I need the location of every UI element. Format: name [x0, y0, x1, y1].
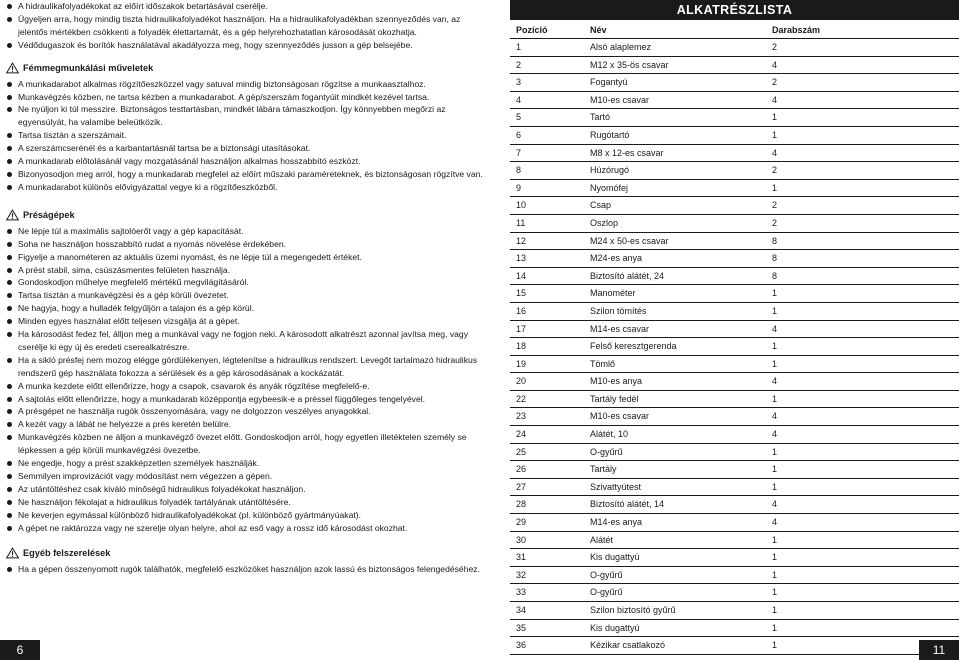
list-item: Tartsa tisztán a szerszámait. — [6, 129, 484, 142]
table-row — [510, 127, 959, 145]
list-item: Munkavégzés közben ne álljon a munkavégző övezet előtt. Gondoskodjon arról, hogy egyetlen illetéktelen személy se lépkessen a gép körüli munkavégzési övezetbe. — [6, 431, 484, 457]
row-quantity: 1 — [772, 552, 778, 563]
row-quantity: 1 — [772, 393, 778, 404]
table-row — [510, 321, 959, 339]
page-number-left: 6 — [0, 640, 40, 660]
row-position: 32 — [516, 569, 527, 580]
list-item: Védődugaszok és borítók használatával akadályozza meg, hogy szennyeződés jusson a gép belsejébe. — [6, 39, 484, 52]
row-quantity: 1 — [772, 569, 778, 580]
table-row — [510, 57, 959, 75]
row-name: Csap — [590, 200, 612, 211]
row-position: 35 — [516, 622, 527, 633]
row-name: M24-es anya — [590, 253, 643, 264]
table-row — [510, 145, 959, 163]
list-item: A kezét vagy a lábát ne helyezze a prés keretén belülre. — [6, 418, 484, 431]
metalwork-heading: Fémmegmunkálási műveletek — [6, 62, 484, 75]
list-item: Ne nyúljon ki túl messzire. Biztonságos testtartásban, mindkét lábára támaszkodjon. Így könnyebben megőrzi az egyensúlyát, ha valamibe beleütközik. — [6, 103, 484, 129]
table-row — [510, 514, 959, 532]
row-quantity: 4 — [772, 517, 778, 528]
row-name: M8 x 12-es csavar — [590, 147, 664, 158]
row-quantity: 1 — [772, 446, 778, 457]
table-row — [510, 637, 959, 655]
list-item: A gépet ne raktározza vagy ne szerelje olyan helyre, ahol az eső vagy a rossz idő károsodást okozhat. — [6, 522, 484, 535]
row-quantity: 1 — [772, 605, 778, 615]
row-position: 16 — [516, 305, 527, 316]
table-row — [510, 162, 959, 180]
row-name: O-gyűrű — [590, 587, 623, 598]
row-position: 14 — [516, 270, 527, 281]
row-quantity: 2 — [772, 200, 778, 211]
table-row — [510, 268, 959, 286]
row-quantity: 4 — [772, 59, 778, 70]
row-name: Rugótartó — [590, 129, 630, 140]
row-name: O-gyűrű — [590, 446, 623, 457]
presses-heading: Préságépek — [6, 209, 484, 222]
list-item: Munkavégzés közben, ne tartsa kézben a munkadarabot. A gép/szerszám fogantyúit mindkét kezével tartsa. — [6, 91, 484, 104]
row-quantity: 4 — [772, 429, 778, 440]
row-quantity: 4 — [772, 411, 778, 422]
table-row — [510, 39, 959, 57]
row-position: 17 — [516, 323, 527, 334]
row-position: 31 — [516, 552, 527, 563]
row-name: Tartály — [590, 464, 617, 475]
row-quantity: 1 — [772, 534, 778, 545]
row-quantity: 4 — [772, 323, 778, 334]
row-quantity: 1 — [772, 341, 778, 352]
row-name: Tartály fedél — [590, 393, 639, 404]
header-position: Pozíció — [516, 25, 548, 35]
parts-list — [510, 0, 959, 655]
table-row — [510, 356, 959, 374]
warning-icon — [6, 209, 19, 221]
list-item: Az utántöltéshez csak kiváló minőségű hidraulikus folyadékokat használjon. — [6, 483, 484, 496]
row-position: 25 — [516, 446, 527, 457]
table-row — [510, 584, 959, 602]
row-quantity: 1 — [772, 129, 778, 140]
table-row — [510, 197, 959, 215]
row-position: 2 — [516, 59, 522, 70]
table-row — [510, 215, 959, 233]
row-name: Tömlő — [590, 358, 616, 369]
row-name: Fogantyú — [590, 77, 628, 88]
row-name: M10-es csavar — [590, 411, 650, 422]
warning-icon — [6, 62, 19, 74]
list-item: Ne lépje túl a maximális sajtolóerőt vagy a gép kapacitását. — [6, 225, 484, 238]
accessories-heading: Egyéb felszerelések — [6, 547, 484, 560]
row-position: 29 — [516, 517, 527, 528]
table-row — [510, 567, 959, 585]
row-name: M12 x 35-ös csavar — [590, 59, 669, 70]
list-item: Figyelje a manométeren az aktuális üzemi nyomást, és ne lépje túl a megengedett értéket. — [6, 251, 484, 264]
row-position: 6 — [516, 129, 522, 140]
row-name: M14-es csavar — [590, 323, 650, 334]
row-position: 15 — [516, 288, 527, 299]
row-quantity: 4 — [772, 376, 778, 387]
list-item: Tartsa tisztán a munkavégzési és a gép körüli övezetet. — [6, 289, 484, 302]
table-row — [510, 233, 959, 251]
header-quantity: Darabszám — [772, 25, 821, 35]
list-item: A szerszámcserénél és a karbantartásnál tartsa be a biztonsági utasításokat. — [6, 142, 484, 155]
row-position: 22 — [516, 393, 527, 404]
row-position: 7 — [516, 147, 522, 158]
table-row — [510, 285, 959, 303]
row-name: Alsó alaplemez — [590, 42, 652, 52]
parts-list-title: ALKATRÉSZLISTA — [510, 0, 959, 20]
presses-list — [6, 225, 484, 535]
row-quantity: 4 — [772, 499, 778, 510]
row-position: 28 — [516, 499, 527, 510]
row-name: Kézikar csatlakozó — [590, 640, 666, 651]
row-position: 3 — [516, 77, 522, 88]
table-row — [510, 338, 959, 356]
row-quantity: 1 — [772, 640, 778, 651]
table-row — [510, 74, 959, 92]
row-name: O-gyűrű — [590, 569, 623, 580]
row-position: 26 — [516, 464, 527, 475]
row-quantity: 1 — [772, 288, 778, 299]
list-item: Gondoskodjon műhelye megfelelő mértékű megvilágításáról. — [6, 276, 484, 289]
row-position: 27 — [516, 481, 527, 492]
list-item: Ha a gépen összenyomott rugók találhatók, megfelelő eszközöket használjon azok lassú és biztonságos felengedéséhez. — [6, 563, 484, 576]
list-item: Ha a sikló présfej nem mozog elégge gördülékenyen, légtelenítse a hidraulikus rendszert. Levegőt tartalmazó hidraulikus rendszerű gép használata fokozza a sérülések és a gép károsodásának a kockázatát. — [6, 354, 484, 380]
row-quantity: 4 — [772, 94, 778, 105]
row-name: Szilon tömítés — [590, 305, 647, 316]
row-name: Kis dugattyú — [590, 622, 640, 633]
list-item: A munka kezdete előtt ellenőrizze, hogy a csapok, csavarok és anyák rögzítése megfelelő-e. — [6, 380, 484, 393]
table-row — [510, 180, 959, 198]
row-quantity: 1 — [772, 481, 778, 492]
row-position: 18 — [516, 341, 527, 352]
list-item: A prést stabil, sima, csúszásmentes felületen használja. — [6, 264, 484, 277]
list-item: Ha károsodást fedez fel, álljon meg a munkával vagy ne fogjon neki. A károsodott alkatrészt azonnal javítsa meg, vagy cserélje ki egy új és eredeti cserealkatrészre. — [6, 328, 484, 354]
table-row — [510, 620, 959, 638]
parts-list-header — [510, 22, 959, 39]
row-name: M10-es anya — [590, 376, 643, 387]
row-position: 1 — [516, 42, 522, 52]
row-position: 4 — [516, 94, 522, 105]
page-number-right: 11 — [919, 640, 959, 660]
table-row — [510, 250, 959, 268]
row-quantity: 1 — [772, 182, 778, 193]
safety-instructions — [6, 0, 484, 575]
list-item: A présgépet ne használja rugók összenyomására, vagy ne dolgozzon veszélyes anyagokkal. — [6, 405, 484, 418]
row-position: 12 — [516, 235, 527, 246]
list-item: A hidraulikafolyadékokat az előírt időszakok betartásával cserélje. — [6, 0, 484, 13]
list-item: A munkadarab előtolásánál vagy mozgatásánál használjon alkalmas hosszabbító eszközt. — [6, 155, 484, 168]
list-item: Ügyeljen arra, hogy mindig tiszta hidraulikafolyadékot használjon. Ha a hidraulikafolyadékban szennyeződés van, az jelentős mértékben csökkenti a folyadék élettartamát, és a gép helyrehozhatatlan károsodását okozhatja. — [6, 13, 484, 39]
table-row — [510, 461, 959, 479]
row-quantity: 2 — [772, 165, 778, 176]
row-quantity: 2 — [772, 42, 778, 52]
list-item: A munkadarabot alkalmas rögzítőeszközzel vagy satuval mindig biztonságosan rögzítse a munkaasztalhoz. — [6, 78, 484, 91]
table-row — [510, 479, 959, 497]
row-name: Szilon biztosító gyűrű — [590, 605, 676, 615]
table-row — [510, 532, 959, 550]
row-name: Biztosító alátét, 24 — [590, 270, 665, 281]
row-name: Manométer — [590, 288, 636, 299]
row-name: Tartó — [590, 112, 611, 123]
row-quantity: 8 — [772, 253, 778, 264]
row-position: 24 — [516, 429, 527, 440]
row-position: 23 — [516, 411, 527, 422]
intro-list — [6, 0, 484, 52]
parts-rows — [510, 39, 959, 655]
warning-icon — [6, 547, 19, 559]
row-position: 9 — [516, 182, 522, 193]
row-name: Szivattyútest — [590, 481, 642, 492]
row-position: 34 — [516, 605, 527, 615]
row-quantity: 2 — [772, 217, 778, 228]
list-item: Soha ne használjon hosszabbító rudat a nyomás növelése érdekében. — [6, 238, 484, 251]
table-row — [510, 444, 959, 462]
list-item: Ne hagyja, hogy a hulladék felgyűljön a talajon és a gép körül. — [6, 302, 484, 315]
row-name: Felső keresztgerenda — [590, 341, 677, 352]
row-name: Kis dugattyú — [590, 552, 640, 563]
row-position: 36 — [516, 640, 527, 651]
row-position: 19 — [516, 358, 527, 369]
list-item: Minden egyes használat előtt teljesen vizsgálja át a gépet. — [6, 315, 484, 328]
row-quantity: 2 — [772, 77, 778, 88]
row-name: M10-es csavar — [590, 94, 650, 105]
list-item: A munkadarabot különös elővigyázattal vegye ki a rögzítőeszközből. — [6, 181, 484, 194]
table-row — [510, 373, 959, 391]
row-position: 11 — [516, 217, 526, 228]
table-row — [510, 408, 959, 426]
row-name: Alátét — [590, 534, 614, 545]
row-quantity: 8 — [772, 235, 778, 246]
row-name: M24 x 50-es csavar — [590, 235, 669, 246]
row-position: 33 — [516, 587, 527, 598]
table-row — [510, 303, 959, 321]
list-item: Ne keverjen egymással különböző hidraulikafolyadékokat (pl. különböző gyártmányúakat). — [6, 509, 484, 522]
table-row — [510, 426, 959, 444]
row-quantity: 1 — [772, 464, 778, 475]
row-position: 30 — [516, 534, 527, 545]
row-quantity: 8 — [772, 270, 778, 281]
table-row — [510, 391, 959, 409]
row-name: M14-es anya — [590, 517, 643, 528]
table-row — [510, 496, 959, 514]
list-item: Ne engedje, hogy a prést szakképzetlen személyek használják. — [6, 457, 484, 470]
table-row — [510, 92, 959, 110]
row-name: Oszlop — [590, 217, 619, 228]
row-quantity: 1 — [772, 358, 778, 369]
row-position: 13 — [516, 253, 527, 264]
row-quantity: 1 — [772, 587, 778, 598]
metalwork-list — [6, 78, 484, 194]
list-item: A sajtolás előtt ellenőrizze, hogy a munkadarab középpontja egybeesik-e a préssel függőleges tengelyével. — [6, 393, 484, 406]
list-item: Ne használjon fékolajat a hidraulikus folyadék tartályának utántöltésére. — [6, 496, 484, 509]
accessories-list — [6, 563, 484, 576]
row-name: Alátét, 10 — [590, 429, 629, 440]
row-position: 20 — [516, 376, 527, 387]
table-row — [510, 549, 959, 567]
row-quantity: 1 — [772, 305, 778, 316]
list-item: Bizonyosodjon meg arról, hogy a munkadarab megfelel az előírt műszaki paraméreteknek, és biztonságosan rögzítve van. — [6, 168, 484, 181]
row-quantity: 1 — [772, 112, 778, 123]
table-row — [510, 109, 959, 127]
table-row — [510, 602, 959, 620]
row-position: 10 — [516, 200, 527, 211]
row-name: Húzórugó — [590, 165, 630, 176]
list-item: Semmilyen improvizációt vagy módosítást nem végezzen a gépen. — [6, 470, 484, 483]
row-position: 5 — [516, 112, 522, 123]
header-name: Név — [590, 25, 607, 35]
row-name: Nyomófej — [590, 182, 629, 193]
row-name: Biztosító alátét, 14 — [590, 499, 665, 510]
row-position: 8 — [516, 165, 522, 176]
row-quantity: 1 — [772, 622, 778, 633]
row-quantity: 4 — [772, 147, 778, 158]
